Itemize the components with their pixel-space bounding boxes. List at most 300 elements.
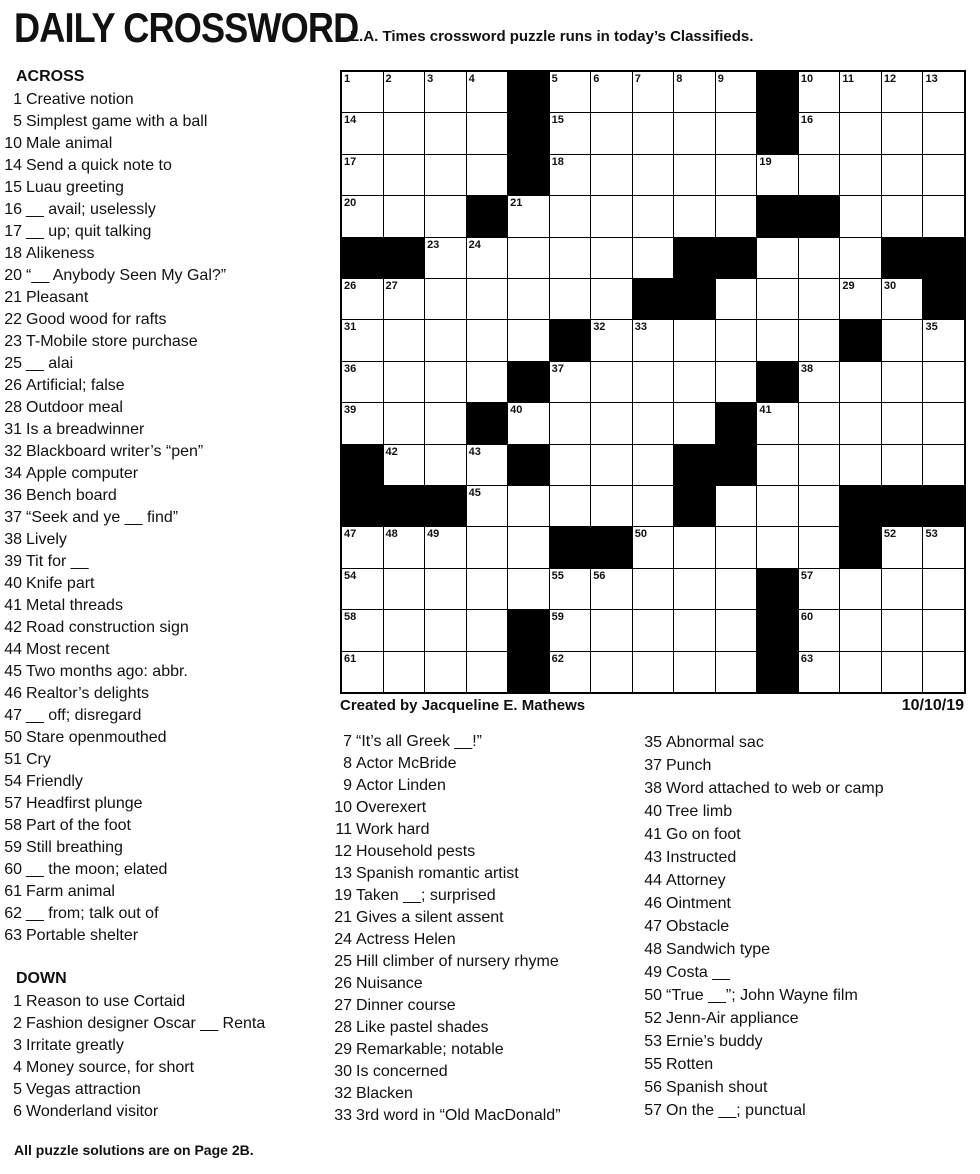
grid-cell[interactable] (384, 113, 425, 153)
grid-cell[interactable] (840, 279, 881, 319)
clue-item (0, 903, 226, 925)
grid-cell[interactable] (425, 569, 466, 609)
grid-cell[interactable] (508, 403, 549, 443)
grid-cell[interactable] (550, 445, 591, 485)
grid-cell[interactable] (799, 652, 840, 692)
grid-cell[interactable] (384, 569, 425, 609)
grid-cell[interactable] (425, 155, 466, 195)
cell-number: 41 (759, 404, 772, 417)
cell-number: 3 (427, 73, 434, 85)
grid-cell[interactable] (882, 652, 923, 692)
grid-cell[interactable] (799, 569, 840, 609)
grid-block (882, 486, 923, 526)
grid-cell[interactable] (467, 72, 508, 112)
clue-item (0, 705, 226, 727)
clue-number: 15 (4, 179, 22, 196)
grid-cell[interactable] (591, 362, 632, 402)
grid-cell[interactable] (716, 279, 757, 319)
grid-cell[interactable] (633, 196, 674, 236)
grid-cell[interactable] (467, 320, 508, 360)
clue-item (0, 177, 226, 199)
grid-cell[interactable] (342, 113, 383, 153)
grid-cell[interactable] (550, 569, 591, 609)
grid-cell[interactable] (757, 445, 798, 485)
grid-cell[interactable] (591, 155, 632, 195)
grid-cell[interactable] (799, 362, 840, 402)
clue-number: 32 (334, 1085, 352, 1102)
grid-block (508, 652, 549, 692)
grid-cell[interactable] (716, 362, 757, 402)
grid-cell[interactable] (923, 445, 964, 485)
grid-cell[interactable] (674, 569, 715, 609)
grid-cell[interactable] (633, 445, 674, 485)
grid-cell[interactable] (799, 527, 840, 567)
clue-text: T-Mobile store purchase (26, 333, 198, 350)
clue-text: Spanish shout (666, 1079, 768, 1096)
clue-number: 36 (4, 487, 22, 504)
grid-cell[interactable] (591, 652, 632, 692)
grid-cell[interactable] (674, 527, 715, 567)
grid-cell[interactable] (799, 486, 840, 526)
clue-text: Send a quick note to (26, 157, 172, 174)
grid-cell[interactable] (882, 569, 923, 609)
clue-text: Nuisance (356, 975, 423, 992)
clue-text: Jenn-Air appliance (666, 1010, 799, 1027)
grid-cell[interactable] (923, 320, 964, 360)
grid-cell[interactable] (425, 72, 466, 112)
clue-item (0, 529, 226, 551)
grid-cell[interactable] (840, 238, 881, 278)
clue-item (0, 353, 226, 375)
clue-number: 27 (334, 997, 352, 1014)
clue-item (0, 617, 226, 639)
grid-cell[interactable] (425, 196, 466, 236)
grid-block (508, 155, 549, 195)
grid-cell[interactable] (757, 486, 798, 526)
grid-cell[interactable] (591, 196, 632, 236)
grid-cell[interactable] (923, 403, 964, 443)
grid-cell[interactable] (840, 113, 881, 153)
grid-cell[interactable] (716, 320, 757, 360)
cell-number: 53 (925, 528, 938, 541)
grid-cell[interactable] (467, 155, 508, 195)
clue-item (640, 823, 884, 846)
cell-number: 60 (800, 611, 814, 624)
clue-text: Actress Helen (356, 931, 456, 948)
grid-cell[interactable] (757, 238, 798, 278)
grid-block (591, 527, 632, 567)
grid-cell[interactable] (467, 610, 508, 650)
clue-text: Is a breadwinner (26, 421, 145, 438)
grid-cell[interactable] (550, 113, 591, 153)
grid-cell[interactable] (716, 610, 757, 650)
clue-text: Is concerned (356, 1063, 448, 1080)
grid-block (674, 279, 715, 319)
grid-block (757, 362, 798, 402)
clue-number: 62 (4, 905, 22, 922)
clue-number: 4 (13, 1059, 22, 1076)
grid-cell[interactable] (342, 155, 383, 195)
grid-cell[interactable] (674, 610, 715, 650)
grid-cell[interactable] (342, 320, 383, 360)
grid-cell[interactable] (674, 113, 715, 153)
grid-cell[interactable] (799, 72, 840, 112)
clue-number: 37 (4, 509, 22, 526)
clue-number: 51 (4, 751, 22, 768)
clue-number: 29 (334, 1041, 352, 1058)
grid-cell[interactable] (882, 155, 923, 195)
grid-cell[interactable] (550, 652, 591, 692)
grid-cell[interactable] (591, 279, 632, 319)
grid-cell[interactable] (757, 320, 798, 360)
clue-item (640, 892, 884, 915)
grid-cell[interactable] (342, 72, 383, 112)
grid-cell[interactable] (757, 527, 798, 567)
grid-block (716, 238, 757, 278)
grid-cell[interactable] (716, 569, 757, 609)
grid-cell[interactable] (799, 445, 840, 485)
grid-cell[interactable] (591, 403, 632, 443)
grid-cell[interactable] (923, 72, 964, 112)
grid-cell[interactable] (840, 445, 881, 485)
clue-item (0, 221, 226, 243)
grid-cell[interactable] (384, 155, 425, 195)
cell-number: 62 (551, 652, 564, 665)
grid-cell[interactable] (467, 113, 508, 153)
grid-cell[interactable] (467, 652, 508, 692)
clue-number: 11 (335, 821, 352, 838)
grid-cell[interactable] (716, 527, 757, 567)
grid-cell[interactable] (425, 113, 466, 153)
grid-cell[interactable] (716, 486, 757, 526)
grid-cell[interactable] (674, 362, 715, 402)
clue-text: Actor McBride (356, 755, 457, 772)
clue-item (640, 800, 884, 823)
down-clue-list-1 (0, 991, 265, 1123)
grid-cell[interactable] (425, 527, 466, 567)
clue-item (0, 573, 226, 595)
grid-cell[interactable] (342, 362, 383, 402)
clue-text: Bench board (26, 487, 117, 504)
grid-cell[interactable] (425, 403, 466, 443)
grid-cell[interactable] (425, 445, 466, 485)
clue-number: 16 (4, 201, 22, 218)
cell-number: 58 (344, 611, 357, 624)
clue-number: 55 (644, 1056, 662, 1073)
clue-item (640, 846, 884, 869)
grid-cell[interactable] (384, 362, 425, 402)
grid-cell[interactable] (550, 72, 591, 112)
grid-cell[interactable] (508, 527, 549, 567)
grid-cell[interactable] (550, 610, 591, 650)
page-title: DAILY CROSSWORD (14, 4, 359, 51)
grid-cell[interactable] (882, 445, 923, 485)
grid-cell[interactable] (633, 238, 674, 278)
grid-cell[interactable] (840, 403, 881, 443)
grid-cell[interactable] (799, 113, 840, 153)
grid-cell[interactable] (923, 362, 964, 402)
grid-cell[interactable] (757, 155, 798, 195)
grid-cell[interactable] (508, 279, 549, 319)
clue-text: Reason to use Cortaid (26, 993, 186, 1010)
grid-cell[interactable] (840, 155, 881, 195)
cell-number: 1 (344, 73, 351, 85)
grid-cell[interactable] (550, 238, 591, 278)
grid-cell[interactable] (882, 527, 923, 567)
clue-text: Friendly (26, 773, 83, 790)
grid-cell[interactable] (799, 320, 840, 360)
clue-number: 41 (644, 826, 662, 843)
grid-block (757, 113, 798, 153)
grid-cell[interactable] (591, 610, 632, 650)
grid-cell[interactable] (591, 569, 632, 609)
grid-cell[interactable] (591, 320, 632, 360)
grid-cell[interactable] (508, 320, 549, 360)
grid-cell[interactable] (550, 155, 591, 195)
grid-cell[interactable] (923, 527, 964, 567)
clue-item (0, 309, 226, 331)
grid-cell[interactable] (633, 610, 674, 650)
clue-text: Apple computer (26, 465, 139, 482)
cell-number: 17 (344, 155, 357, 168)
grid-cell[interactable] (467, 486, 508, 526)
grid-cell[interactable] (425, 362, 466, 402)
grid-cell[interactable] (467, 445, 508, 485)
grid-cell[interactable] (840, 196, 881, 236)
clue-text: Spanish romantic artist (356, 865, 519, 882)
grid-cell[interactable] (342, 610, 383, 650)
clue-item (0, 991, 265, 1013)
clue-item (330, 951, 561, 973)
grid-block (467, 196, 508, 236)
cell-number: 30 (883, 280, 897, 292)
grid-cell[interactable] (425, 238, 466, 278)
grid-cell[interactable] (923, 196, 964, 236)
clue-item (0, 397, 226, 419)
clue-text: Tree limb (666, 803, 733, 820)
grid-cell[interactable] (633, 403, 674, 443)
grid-cell[interactable] (882, 72, 923, 112)
grid-cell[interactable] (674, 72, 715, 112)
grid-cell[interactable] (342, 279, 383, 319)
clue-item (0, 925, 226, 947)
grid-cell[interactable] (425, 320, 466, 360)
grid-cell[interactable] (384, 527, 425, 567)
grid-cell[interactable] (550, 486, 591, 526)
grid-cell[interactable] (342, 652, 383, 692)
cell-number: 4 (468, 73, 475, 85)
grid-cell[interactable] (467, 238, 508, 278)
grid-cell[interactable] (342, 527, 383, 567)
grid-cell[interactable] (882, 196, 923, 236)
clue-text: On the __; punctual (666, 1102, 806, 1119)
grid-cell[interactable] (550, 196, 591, 236)
grid-cell[interactable] (757, 279, 798, 319)
grid-cell[interactable] (425, 279, 466, 319)
clue-number: 12 (334, 843, 352, 860)
grid-cell[interactable] (508, 238, 549, 278)
cell-number: 61 (344, 652, 357, 665)
grid-cell[interactable] (716, 652, 757, 692)
cell-number: 36 (344, 362, 357, 375)
grid-cell[interactable] (467, 279, 508, 319)
clue-text: Overexert (356, 799, 427, 816)
grid-cell[interactable] (384, 279, 425, 319)
cell-number: 20 (344, 197, 357, 210)
grid-cell[interactable] (840, 610, 881, 650)
clue-number: 28 (4, 399, 22, 416)
grid-cell[interactable] (840, 72, 881, 112)
clue-number: 47 (4, 707, 22, 724)
grid-cell[interactable] (923, 155, 964, 195)
grid-cell[interactable] (633, 527, 674, 567)
clue-text: “__ Anybody Seen My Gal?” (26, 267, 227, 284)
grid-cell[interactable] (591, 445, 632, 485)
clue-item (330, 885, 561, 907)
page-subtitle: L.A. Times crossword puzzle runs in today’s Classifieds. (350, 28, 754, 45)
grid-cell[interactable] (425, 610, 466, 650)
clue-text: Punch (666, 757, 712, 774)
grid-cell[interactable] (674, 320, 715, 360)
grid-cell[interactable] (882, 320, 923, 360)
clue-item (330, 1083, 561, 1105)
clue-text: __ up; quit talking (26, 223, 152, 240)
grid-cell[interactable] (633, 652, 674, 692)
grid-cell[interactable] (384, 652, 425, 692)
grid-block (799, 196, 840, 236)
cell-number: 19 (759, 155, 772, 168)
grid-cell[interactable] (633, 72, 674, 112)
grid-cell[interactable] (799, 279, 840, 319)
grid-cell[interactable] (882, 279, 923, 319)
clue-text: Knife part (26, 575, 95, 592)
grid-cell[interactable] (633, 569, 674, 609)
clue-text: Obstacle (666, 918, 730, 935)
cell-number: 14 (344, 114, 357, 127)
grid-cell[interactable] (384, 403, 425, 443)
grid-cell[interactable] (342, 569, 383, 609)
grid-cell[interactable] (384, 196, 425, 236)
grid-cell[interactable] (882, 403, 923, 443)
clue-text: Word attached to web or camp (666, 780, 884, 797)
grid-cell[interactable] (923, 569, 964, 609)
grid-cell[interactable] (716, 155, 757, 195)
clue-item (0, 1013, 265, 1035)
grid-cell[interactable] (923, 113, 964, 153)
grid-cell[interactable] (840, 362, 881, 402)
footer-note: All puzzle solutions are on Page 2B. (14, 1142, 254, 1158)
cell-number: 9 (717, 73, 724, 85)
grid-block (923, 238, 964, 278)
grid-cell[interactable] (591, 113, 632, 153)
grid-cell[interactable] (882, 610, 923, 650)
grid-cell[interactable] (799, 238, 840, 278)
grid-cell[interactable] (342, 196, 383, 236)
grid-cell[interactable] (882, 113, 923, 153)
grid-cell[interactable] (591, 72, 632, 112)
grid-cell[interactable] (342, 403, 383, 443)
grid-block (923, 486, 964, 526)
grid-cell[interactable] (674, 196, 715, 236)
across-clue-list (0, 89, 226, 947)
grid-cell[interactable] (508, 196, 549, 236)
grid-cell[interactable] (591, 238, 632, 278)
clue-item (0, 243, 226, 265)
grid-cell[interactable] (633, 155, 674, 195)
cell-number: 38 (800, 362, 814, 375)
grid-cell[interactable] (674, 652, 715, 692)
grid-cell[interactable] (550, 403, 591, 443)
clue-text: Headfirst plunge (26, 795, 143, 812)
clue-item (330, 797, 561, 819)
grid-cell[interactable] (716, 196, 757, 236)
grid-cell[interactable] (384, 610, 425, 650)
grid-cell[interactable] (674, 155, 715, 195)
clue-text: __ avail; uselessly (26, 201, 156, 218)
clue-item (0, 419, 226, 441)
grid-block (508, 610, 549, 650)
clue-text: Simplest game with a ball (26, 113, 208, 130)
grid-block (508, 113, 549, 153)
clue-text: Irritate greatly (26, 1037, 124, 1054)
clue-number: 10 (4, 135, 22, 152)
cell-number: 50 (634, 528, 647, 541)
grid-cell[interactable] (923, 610, 964, 650)
grid-cell[interactable] (633, 113, 674, 153)
grid-cell[interactable] (384, 445, 425, 485)
grid-cell[interactable] (633, 362, 674, 402)
grid-cell[interactable] (384, 320, 425, 360)
cell-number: 39 (344, 404, 357, 417)
grid-cell[interactable] (840, 569, 881, 609)
clue-text: “Seek and ye __ find” (26, 509, 179, 526)
grid-cell[interactable] (591, 486, 632, 526)
grid-cell[interactable] (799, 155, 840, 195)
clue-item (0, 1057, 265, 1079)
grid-block (425, 486, 466, 526)
clue-text: __ alai (26, 355, 74, 372)
grid-cell[interactable] (467, 527, 508, 567)
grid-cell[interactable] (425, 652, 466, 692)
grid-cell[interactable] (550, 279, 591, 319)
clue-text: Part of the foot (26, 817, 131, 834)
grid-cell[interactable] (633, 486, 674, 526)
grid-cell[interactable] (674, 403, 715, 443)
grid-cell[interactable] (467, 569, 508, 609)
grid-cell[interactable] (550, 362, 591, 402)
grid-cell[interactable] (882, 362, 923, 402)
grid-cell[interactable] (799, 610, 840, 650)
grid-cell[interactable] (757, 403, 798, 443)
clue-number: 34 (4, 465, 22, 482)
grid-cell[interactable] (923, 652, 964, 692)
grid-cell[interactable] (716, 72, 757, 112)
grid-cell[interactable] (384, 72, 425, 112)
clue-item (640, 1053, 884, 1076)
grid-cell[interactable] (633, 320, 674, 360)
grid-cell[interactable] (508, 486, 549, 526)
clue-text: Outdoor meal (26, 399, 123, 416)
cell-number: 8 (676, 73, 683, 85)
grid-cell[interactable] (799, 403, 840, 443)
clue-item (640, 915, 884, 938)
clue-number: 59 (4, 839, 22, 856)
grid-cell[interactable] (467, 362, 508, 402)
grid-block (384, 486, 425, 526)
grid-cell[interactable] (508, 569, 549, 609)
grid-cell[interactable] (840, 652, 881, 692)
grid-cell[interactable] (716, 113, 757, 153)
